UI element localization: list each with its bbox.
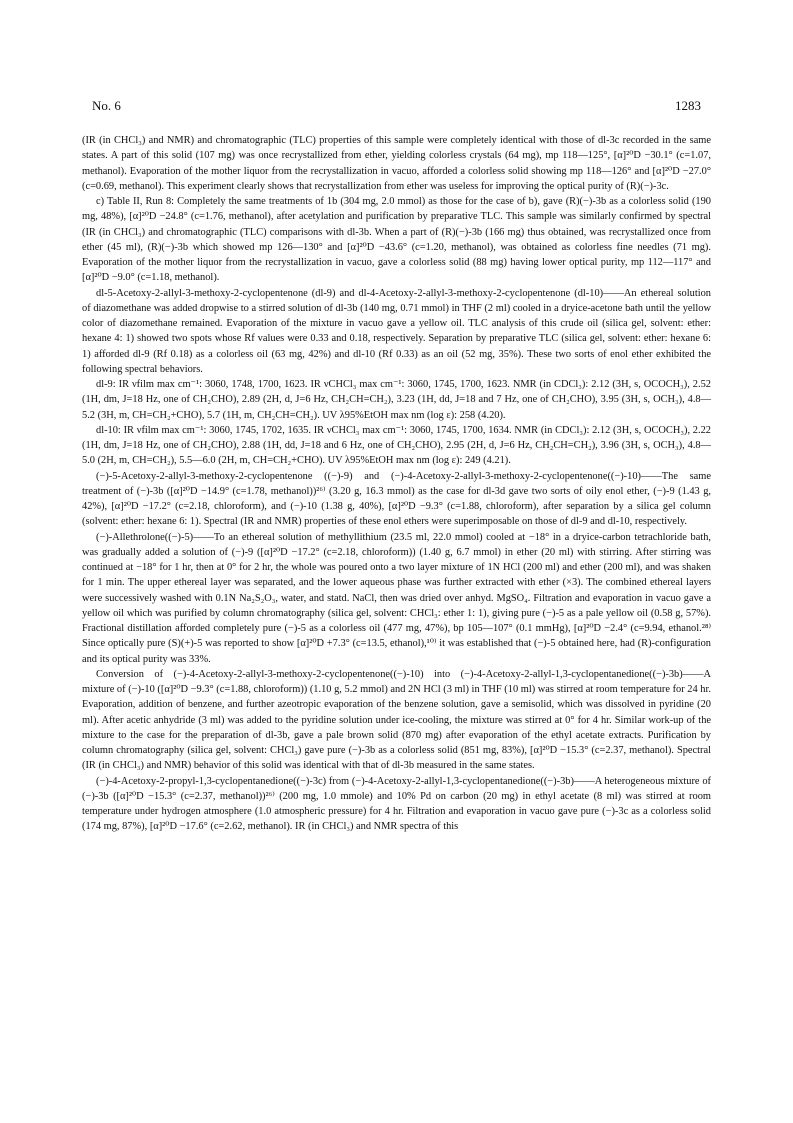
paragraph: dl-5-Acetoxy-2-allyl-3-methoxy-2-cyclopentenone (dl-9) and dl-4-Acetoxy-2-allyl-3-methoxy-2-cyclopentenone (dl-10)——An ethereal solution of diazomethane was added dropwise to a stirred solution of dl-3b (140 mg, 0.71 mmol) in THF (2 ml) cooled in a dryice-acetone bath until the yellow color of diazomethane remained. Evaporation of the mixture in vacuo gave a yellow oil. TLC analysis of this crude oil (silica gel, solvent: ether: hexane 4: 1) showed two spots whose Rf values were 0.33 and 0.18, respectively. Separation by preparative TLC (silica gel, solvent: ether: hexane 6: 1) afforded dl-9 (Rf 0.18) as a colorless oil (63 mg, 42%) and dl-10 (Rf 0.33) as an oil (52 mg, 35%). These two sorts of enol ether exhibited the following spectral behaviors. bbox=[82, 287, 711, 375]
page-number: 1283 bbox=[675, 98, 701, 113]
paragraph: (IR (in CHCl₃) and NMR) and chromatographic (TLC) properties of this sample were completely identical with those of dl-3c recorded in the same states. A part of this solid (107 mg) was once recrystallized from ether, yielding colorless crystals (64 mg), mp 118—125°, [α]²⁰D −30.1° (c=1.07, methanol). Evaporation of the mother liquor from the recrystallization in vacuo, afforded a colorless solid showing mp 118—126° and [α]²⁰D −27.0° (c=0.69, methanol). This experiment clearly shows that recrystallization from ether was useless for improving the optical purity of (R)(−)-3c. bbox=[82, 135, 711, 192]
paragraph: dl-10: IR νfilm max cm⁻¹: 3060, 1745, 1702, 1635. IR νCHCl₃ max cm⁻¹: 3060, 1745, 1700, 1634. NMR (in CDCl₃): 2.12 (3H, s, OCOCH₃), 2.22 (1H, dm, J=18 Hz, one of CH₂CHO), 2.88 (1H, dd, J=18 and 6 Hz, one of CH₂CHO), 2.95 (2H, d, J=6 Hz, CH₂CH=CH₂), 3.96 (3H, s, OCH₃), 4.8—5.0 (2H, m, CH=CH₂), 5.5—6.0 (2H, m, CH=CH₂+CHO). UV λ95%EtOH max nm (log ε): 249 (4.21). bbox=[82, 424, 711, 467]
article-body bbox=[82, 133, 711, 835]
paragraph: (−)-5-Acetoxy-2-allyl-3-methoxy-2-cyclopentenone ((−)-9) and (−)-4-Acetoxy-2-allyl-3-methoxy-2-cyclopentenone((−)-10)——The same treatment of (−)-3b ([α]²⁰D −14.9° (c=1.78, methanol))²⁶⁾ (3.20 g, 16.3 mmol) as the case for dl-3d gave two sorts of oily enol ether, (−)-9 (1.43 g, 42%), [α]²⁰D −17.2° (c=2.18, chloroform), and (−)-10 (1.38 g, 40%), [α]²⁰D −9.3° (c=1.88, chloroform), after separation by a silica gel column (solvent: ether: hexane 6: 1). Spectral (IR and NMR) properties of these enol ethers were superimposable on those of dl-9 and dl-10, respectively. bbox=[82, 470, 711, 528]
issue-number: No. 6 bbox=[92, 98, 121, 113]
paragraph: c) Table II, Run 8: Completely the same treatments of 1b (304 mg, 2.0 mmol) as those for the case of b), gave (R)(−)-3b as a colorless solid (190 mg, 48%), [α]²⁰D −24.8° (c=1.76, methanol), after acetylation and purification by preparative TLC. This sample was similarly confirmed by spectral (IR (in CHCl₃) and chromatographic (TLC) comparisons with dl-3b. When a part of (R)(−)-3b (166 mg) thus obtained, was recrystallized once from ether (45 ml), (R)(−)-3b which showed mp 126—130° and [α]²⁰D −43.6° (c=1.20, methanol), was obtained as colorless fine needles (71 mg). Evaporation of the mother liquor from the recrystallization in vacuo, gave a colorless solid (88 mg) having lower optical purity, mp 112—117° and [α]²⁰D −9.0° (c=1.18, methanol). bbox=[82, 196, 711, 284]
paragraph: Conversion of (−)-4-Acetoxy-2-allyl-3-methoxy-2-cyclopentenone((−)-10) into (−)-4-Acetoxy-2-allyl-1,3-cyclopentanedione((−)-3b)——A mixture of (−)-10 ([α]²⁰D −9.3° (c=1.88, chloroform)) (1.10 g, 5.2 mmol) and 2N HCl (3 ml) in THF (10 ml) was stirred at room temperature for 24 hr. Evaporation, addition of benzene, and further azeotropic evaporation of the benzene solution, gave a semisolid, which was dissolved in pyridine (20 ml). After acetic anhydride (3 ml) was added to the pyridine solution under ice-cooling, the mixture was stirred at 0° for 4 hr. Similar work-up of the mixture to the case for the preparation of dl-3b, gave a pale brown solid (870 mg) after evaporation of the ethyl acetate extracts. Purification by column chromatography (silica gel, solvent: CHCl₃) gave pure (−)-3b as a colorless solid (851 mg, 83%), [α]²⁰D −15.3° (c=2.37, methanol). Spectral (IR (in CHCl₃) and NMR) behavior of this solid was identical with that of dl-3b measured in the same states. bbox=[82, 668, 711, 772]
page-header bbox=[92, 98, 701, 114]
paragraph: dl-9: IR νfilm max cm⁻¹: 3060, 1748, 1700, 1623. IR νCHCl₃ max cm⁻¹: 3060, 1745, 1700, 1623. NMR (in CDCl₃): 2.12 (3H, s, OCOCH₃), 2.52 (1H, dm, J=18 Hz, one of CH₂CHO), 2.89 (2H, d, J=6 Hz, CH₂CH=CH₂), 3.23 (1H, dd, J=18 and 7 Hz, one of CH₂CHO), 3.95 (3H, s, OCH₃), 4.8—5.2 (3H, m, CH=CH₂+CHO), 5.7 (1H, m, CH₂CH=CH₂). UV λ95%EtOH max nm (log ε): 258 (4.20). bbox=[82, 379, 711, 421]
paragraph: (−)-4-Acetoxy-2-propyl-1,3-cyclopentanedione((−)-3c) from (−)-4-Acetoxy-2-allyl-1,3-cyclopentanedione((−)-3b)——A heterogeneous mixture of (−)-3b ([α]²⁰D −15.3° (c=2.37, methanol))²⁶⁾ (200 mg, 1.0 mmole) and 10% Pd on carbon (20 mg) in ethyl acetate (8 ml) was stirred at room temperature under hydrogen atmosphere (1.0 atmospheric pressure) for 4 hr. Filtration and evaporation in vacuo gave pure (−)-3c as a colorless solid (174 mg, 87%), [α]²⁰D −17.6° (c=2.62, methanol). IR (in CHCl₃) and NMR spectra of this bbox=[82, 775, 711, 833]
paragraph: (−)-Allethrolone((−)-5)——To an ethereal solution of methyllithium (23.5 ml, 22.0 mmol) cooled at −18° in a dryice-carbon tetrachloride bath, was gradually added a solution of (−)-9 ([α]²⁰D −17.2° (c=2.18, chloroform)) (1.40 g, 6.7 mmol) in ether (20 ml) with stirring. After stirring was continued at −18° for 1 hr, then at 0° for 2 hr, the whole was poured onto a two layer mixture of 1N HCl (200 ml) and ether (200 ml), and was shaken for 1 min. The upper ethereal layer was separated, and the lower aqueous phase was further extracted with ether (×3). The combined ethereal layers were successively washed with 0.1N Na₂S₂O₃, water, and statd. NaCl, then was dried over anhyd. MgSO₄. Filtration and evaporation in vacuo gave a yellow oil which was purified by column chromatography (silica gel, solvent: CHCl₃: ether 1: 1), giving pure (−)-5 as a pale yellow oil (0.58 g, 57%). Fractional distillation afforded completely pure (−)-5 as a colorless oil (477 mg, 47%), bp 105—107° (0.1 mmHg), [α]²⁰D −2.4° (c=9.94, ethanol.²⁸⁾ Since optically pure (S)(+)-5 was reported to show [α]²⁰D +7.3° (c=13.5, ethanol),¹⁰⁾ it was established that (−)-5 obtained here, had (R)-configuration and its optical purity was 33%. bbox=[82, 531, 711, 665]
